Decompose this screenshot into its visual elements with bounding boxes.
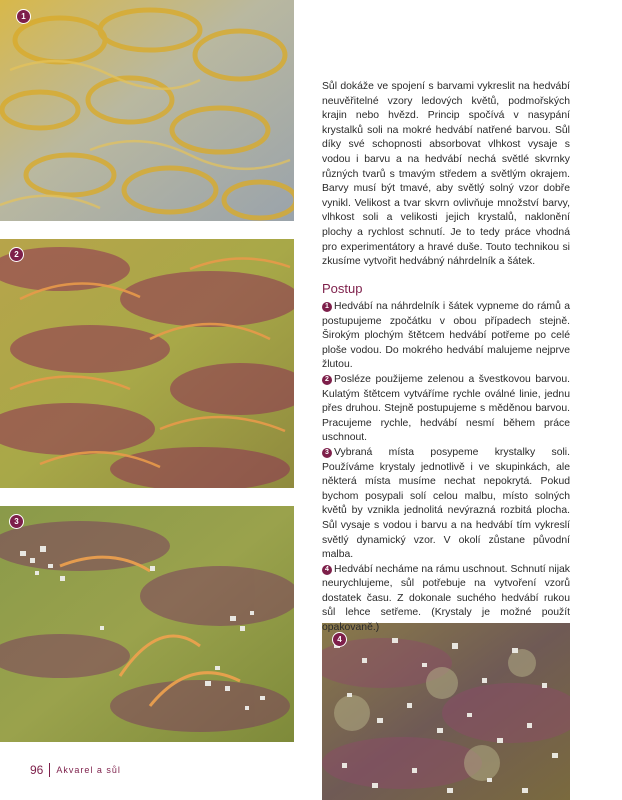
section-heading: Postup bbox=[322, 281, 363, 296]
step-number-badge: 2 bbox=[322, 375, 332, 385]
step-3 bbox=[322, 446, 570, 563]
photo-badge-3: 3 bbox=[9, 514, 24, 529]
step-text: Vybraná místa posypeme krystalky soli. Používáme krystaly jednotlivě i ve skupinkách, ale některá místa musíme nechat nepokrytá. Pokud bychom posypali solí celou malbu, místo solných květů by vznikla jednolitá nevýrazná rozbitá plocha. Sůl vysaje s vodou i barvu a na hedvábí tím vykreslí světlý dynamický vzor. V okolí zůstane původní malba. bbox=[322, 446, 570, 561]
step-1 bbox=[322, 300, 570, 373]
step-4 bbox=[322, 563, 570, 636]
step-text: Hedvábí necháme na rámu uschnout. Schnutí nijak neurychlujeme, sůl potřebuje na vytvoření vzorů dostatek času. Z dokonale suchého hedvábí rukou sůl lehce setřeme. (Krystaly je možné použít opakovaně.) bbox=[322, 563, 570, 634]
step-2 bbox=[322, 373, 570, 446]
step-number-badge: 3 bbox=[322, 448, 332, 458]
page-number: 96 bbox=[30, 763, 44, 777]
page-footer bbox=[30, 763, 121, 777]
step-number-badge: 4 bbox=[322, 565, 332, 575]
step-text: Posléze použijeme zelenou a švestkovou barvou. Kulatým štětcem vytváříme rychle oválné linie, jednu přes druhou. Stejně postupujeme s měděnou barvou. Pracujeme rychle, hedvábí nesmí během práce uschnout. bbox=[322, 373, 570, 444]
footer-divider bbox=[49, 763, 50, 777]
intro-paragraph: Sůl dokáže ve spojení s barvami vykreslit na hedvábí neuvěřitelné vzory ledových květů, podmořských krajin nebo hvězd. Princip spočívá v nasypání krystalků soli na mokré hedvábí natřené barvou. Sůl díky své schopnosti absorbovat vlhkost vysaje s vodou i barvu a na hedvábí nechá světlé skvrnky různých tvarů s tmavým středem a světlým okrajem. Barvy musí být tmavé, aby světlý solný vzor dobře vynikl. Velikost a tvar skvrn ovlivňuje množství barvy, vlhkost soli a velikosti jejich krystalů, naklonění plochy a rychlost schnutí. Je to tedy práce vhodná pro experimentátory a hravé duše. Touto technikou si zkusíme vytvořit hedvábný náhrdelník a šátek. bbox=[322, 81, 570, 268]
photo-4 bbox=[322, 623, 570, 800]
photo-badge-1: 1 bbox=[16, 9, 31, 24]
step-text: Hedvábí na náhrdelník i šátek vypneme do rámů a postupujeme zpočátku v obou případech stejně. Širokým plochým štětcem hedvábí potřeme po celé ploše vodou. Do mokrého hedvábí malujeme nejprve žlutou. bbox=[322, 301, 570, 371]
photo-badge-2: 2 bbox=[9, 247, 24, 262]
photo-2 bbox=[0, 239, 294, 488]
photo-1 bbox=[0, 0, 294, 221]
photo-badge-4: 4 bbox=[332, 632, 347, 647]
steps-list bbox=[322, 300, 570, 636]
photo-3 bbox=[0, 506, 294, 742]
step-number-badge: 1 bbox=[322, 302, 332, 312]
section-name: Akvarel a sůl bbox=[56, 765, 121, 775]
